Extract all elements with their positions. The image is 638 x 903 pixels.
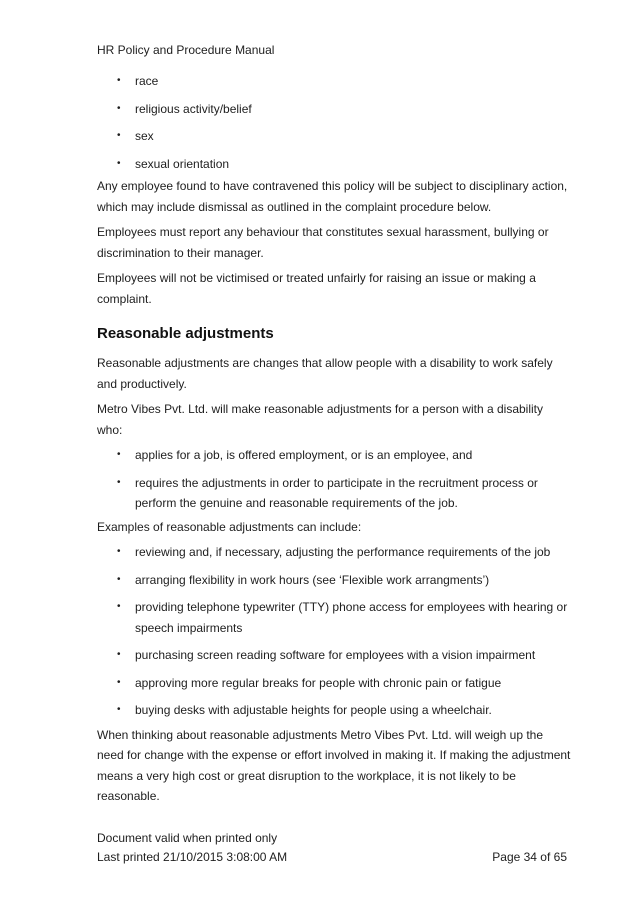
page-header: HR Policy and Procedure Manual <box>97 43 275 57</box>
disability-criteria-list <box>97 445 571 514</box>
list-item: • religious activity/belief <box>97 99 571 120</box>
footer-last-printed: Last printed 21/10/2015 3:08:00 AM <box>97 850 288 864</box>
list-item: • reviewing and, if necessary, adjusting the performance requirements of the job <box>97 542 571 563</box>
paragraph-disciplinary-action: Any employee found to have contravened this policy will be subject to disciplinary action, which may include dismissal as outlined in the complaint procedure below. <box>97 179 568 214</box>
list-item: • race <box>97 71 571 92</box>
adjustment-examples-list <box>97 542 571 721</box>
list-item: • sexual orientation <box>97 154 571 175</box>
paragraph-definition: Reasonable adjustments are changes that allow people with a disability to work safely and productively. <box>97 356 553 391</box>
list-item: • buying desks with adjustable heights for people using a wheelchair. <box>97 700 571 721</box>
list-item: • purchasing screen reading software for employees with a vision impairment <box>97 645 571 666</box>
protected-attributes-list <box>97 71 571 174</box>
list-item: • approving more regular breaks for people with chronic pain or fatigue <box>97 673 571 694</box>
list-item: • sex <box>97 126 571 147</box>
footer-page-number: Page 34 of 65 <box>492 850 567 864</box>
section-heading: Reasonable adjustments <box>97 325 274 342</box>
footer-valid-note: Document valid when printed only <box>97 831 278 845</box>
page-body <box>97 71 571 812</box>
list-item: • requires the adjustments in order to participate in the recruitment process or perform the genuine and reasonable requirements of the job. <box>97 473 571 514</box>
paragraph-examples-intro: Examples of reasonable adjustments can include: <box>97 519 362 534</box>
paragraph-must-report: Employees must report any behaviour that constitutes sexual harassment, bullying or discrimination to their manager. <box>97 225 549 260</box>
list-item: • providing telephone typewriter (TTY) phone access for employees with hearing or speech impairments <box>97 597 571 638</box>
paragraph-not-victimised: Employees will not be victimised or treated unfairly for raising an issue or making a complaint. <box>97 271 536 306</box>
paragraph-commitment: Metro Vibes Pvt. Ltd. will make reasonable adjustments for a person with a disability who: <box>97 402 543 437</box>
list-item: • arranging flexibility in work hours (see ‘Flexible work arrangments’) <box>97 570 571 591</box>
list-item: • applies for a job, is offered employment, or is an employee, and <box>97 445 571 466</box>
paragraph-closing: When thinking about reasonable adjustments Metro Vibes Pvt. Ltd. will weigh up the need for change with the expense or effort involved in making it. If making the adjustment means a very high cost or great disruption to the workplace, it is not likely to be reasonable. <box>97 727 571 803</box>
